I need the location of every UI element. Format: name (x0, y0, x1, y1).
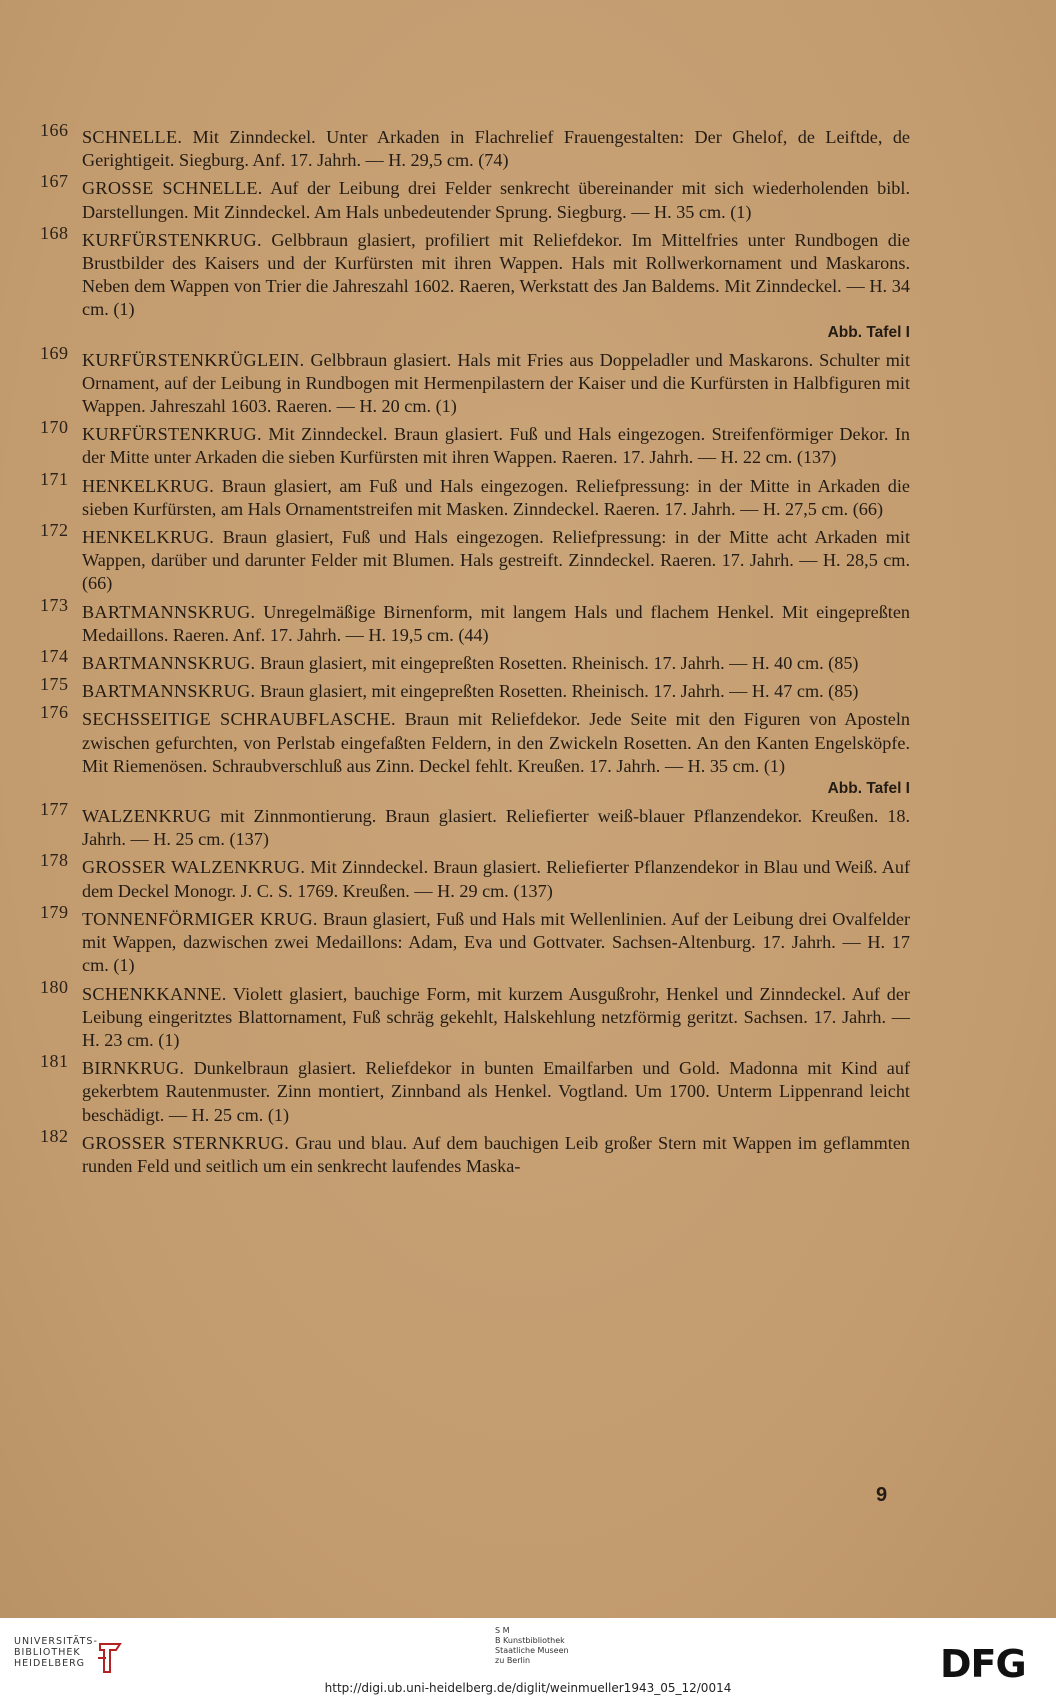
entry-title: BARTMANNSKRUG. (82, 601, 256, 622)
entry-title: KURFÜRSTENKRUG. (82, 424, 262, 445)
entry-number: 171 (40, 468, 69, 489)
uni-logo-line: HEIDELBERG (14, 1658, 86, 1669)
entry-number: 166 (40, 120, 69, 140)
catalog-entry (40, 520, 911, 596)
entry-title: KURFÜRSTENKRUG. (82, 229, 262, 250)
catalog-entry (40, 120, 911, 172)
catalog-entries (40, 120, 911, 1183)
catalog-entry (40, 468, 911, 521)
catalog-entry (40, 594, 911, 647)
catalog-entry (40, 702, 910, 800)
entry-title: WALZENKRUG (82, 806, 212, 827)
illustration-reference: Abb. Tafel I (827, 323, 910, 341)
entry-body: Mit Zinndeckel. Braun glasiert. Fuß und Hals eingezogen. Streifenförmiger Dekor. In der Mitte unter Arkaden die sieben Kurfürsten mit ihren Wappen. Raeren. 17. Jahrh. — H. 22 cm. (137) (82, 424, 911, 468)
entry-number: 173 (40, 594, 69, 615)
entry-title: SCHNELLE. (82, 127, 183, 147)
entry-number: 167 (40, 171, 69, 192)
entry-body: Gelbbraun glasiert, profiliert mit Reliefdekor. Im Mittelfries unter Rundbogen die Brustbilder des Kaisers und der Kurfürsten mit ihren Wappen. Hals mit Rollwerkornament und Maskarons. Neben dem Wappen von Trier die Jahreszahl 1602. Raeren, Werkstatt des Jan Baldems. Mit Zinndeckel. — H. 34 cm. (1) (82, 229, 911, 320)
entry-number: 172 (40, 520, 69, 541)
entry-body: Mit Zinndeckel. Braun glasiert. Reliefierter Pflanzendekor in Blau und Weiß. Auf dem Deckel Monogr. J. C. S. 1769. Kreußen. — H. 29 cm. (137) (82, 857, 911, 901)
entry-body: Braun glasiert, am Fuß und Hals eingezogen. Reliefpressung: in der Mitte in Arkaden die sieben Kurfürsten, am Hals Ornamentstreifen mit Masken. Zinndeckel. Raeren. 17. Jahrh. — H. 27,5 cm. (66) (82, 475, 911, 519)
catalog-entry (40, 417, 911, 469)
entry-title: HENKELKRUG. (82, 475, 215, 496)
entry-body: Braun glasiert, Fuß und Hals eingezogen. Reliefpressung: in der Mitte acht Arkaden mit Wappen, darüber und darunter Felder mit Blumen. Hals gestreift. Zinndeckel. Raeren. 17. Jahrh. — H. 28,5 cm. (66) (82, 527, 911, 594)
illustration-reference: Abb. Tafel I (827, 780, 910, 798)
uni-logo-line: BIBLIOTHEK (14, 1647, 81, 1658)
catalog-entry (40, 646, 910, 675)
entry-title: BARTMANNSKRUG. (82, 681, 256, 702)
entry-body: Braun glasiert, mit eingepreßten Rosetten. Rheinisch. 17. Jahrh. — H. 40 cm. (85) (259, 653, 859, 674)
stamp-line: B Kunstbibliothek (495, 1636, 565, 1645)
entry-title: GROSSER STERNKRUG. (82, 1132, 290, 1153)
uni-logo-line: UNIVERSITÄTS- (14, 1636, 98, 1647)
entry-title: BARTMANNSKRUG. (82, 653, 256, 674)
stamp-line: S M (495, 1626, 510, 1635)
catalog-entry (40, 901, 911, 978)
stamp-line: Staatliche Museen (495, 1646, 569, 1655)
entry-title: SCHENKKANNE. (82, 983, 227, 1004)
entry-title: HENKELKRUG. (82, 527, 215, 548)
entry-body: mit Zinnmontierung. Braun glasiert. Reliefierter weiß-blauer Pflanzendekor. Kreußen. 18. Jahrh. — H. 25 cm. (137) (82, 806, 911, 850)
entry-title: KURFÜRSTENKRÜGLEIN. (82, 349, 305, 370)
catalog-entry (40, 850, 911, 902)
page-number: 9 (876, 1484, 888, 1506)
entry-number: 181 (40, 1051, 69, 1072)
entry-title: TONNENFÖRMIGER KRUG. (82, 908, 318, 929)
entry-number: 169 (40, 342, 69, 363)
stamp-line: zu Berlin (495, 1656, 531, 1665)
digitization-footer (0, 1618, 1056, 1697)
entry-number: 174 (40, 646, 69, 667)
museum-stamp (495, 1626, 569, 1666)
entry-body: Mit Zinndeckel. Unter Arkaden in Flachrelief Frauengestalten: Der Ghelof, de Leiftde, de Gerightigeit. Siegburg. Anf. 17. Jahrh. — H. 29,5 cm. (74) (82, 127, 911, 171)
entry-body: Braun glasiert, mit eingepreßten Rosetten. Rheinisch. 17. Jahrh. — H. 47 cm. (85) (259, 681, 859, 702)
library-emblem-icon (96, 1640, 124, 1676)
entry-title: SECHSSEITIGE SCHRAUBFLASCHE. (82, 709, 396, 730)
catalog-entry (40, 976, 910, 1053)
entry-body: Auf der Leibung drei Felder senkrecht übereinander mit sich wiederholenden bibl. Darstellungen. Mit Zinndeckel. Am Hals unbedeutender Sprung. Siegburg. — H. 35 cm. (1) (82, 178, 910, 222)
entry-body: Gelbbraun glasiert. Hals mit Fries aus Doppeladler und Maskarons. Schulter mit Ornament, auf der Leibung in Rundbogen mit Hermenpilastern der Kaiser und die Kurfürsten in Halbfiguren mit Wappen. Jahreszahl 1603. Raeren. — H. 20 cm. (1) (82, 349, 910, 417)
catalog-entry (40, 674, 910, 703)
entry-number: 180 (40, 976, 69, 997)
entry-body: Dunkelbraun glasiert. Reliefdekor in bunten Emailfarben und Gold. Madonna mit Kind auf gekerbtem Rautenmuster. Zinn montiert, Zinnband als Henkel. Vogtland. Um 1700. Unterm Lippenrand leicht beschädigt. — H. 25 cm. (1) (82, 1058, 911, 1125)
entry-number: 170 (40, 417, 69, 438)
catalog-entry (40, 342, 910, 419)
catalog-entry (40, 799, 911, 851)
entry-body: Braun mit Reliefdekor. Jede Seite mit den Figuren von Aposteln zwischen gefurchten, von Perlstab eingefaßten Feldern, in den Zwickeln Rosetten. An den Kanten Engelsköpfe. Mit Riemenösen. Schraubverschluß aus Zinn. Deckel fehlt. Kreußen. 17. Jahrh. — H. 35 cm. (1) (82, 709, 910, 776)
dfg-logo[interactable]: DFG (940, 1642, 1026, 1686)
entry-number: 176 (40, 702, 69, 723)
entry-title: BIRNKRUG. (82, 1058, 185, 1079)
entry-number: 175 (40, 674, 69, 695)
entry-title: GROSSE SCHNELLE. (82, 178, 263, 199)
entry-number: 182 (40, 1125, 69, 1146)
entry-number: 177 (40, 799, 69, 820)
entry-body: Braun glasiert, Fuß und Hals mit Wellenlinien. Auf der Leibung drei Ovalfelder mit Wappen, dazwischen zwei Medaillons: Adam, Eva und Gottvater. Sachsen-Altenburg. 17. Jahrh. — H. 17 cm. (1) (82, 908, 911, 976)
entry-title: GROSSER WALZENKRUG. (82, 857, 306, 878)
entry-body: Unregelmäßige Birnenform, mit langem Hals und flachem Henkel. Mit eingepreßten Medaillons. Raeren. Anf. 17. Jahrh. — H. 19,5 cm. (44) (82, 601, 911, 645)
permalink-url[interactable]: http://digi.ub.uni-heidelberg.de/diglit/weinmueller1943_05_12/0014 (324, 1681, 732, 1695)
catalog-entry (40, 1051, 911, 1127)
entry-body: Grau und blau. Auf dem bauchigen Leib großer Stern mit Wappen im geflammten runden Feld und seitlich um ein senkrecht laufendes Maska- (82, 1132, 911, 1176)
entry-number: 179 (40, 901, 69, 922)
entry-number: 178 (40, 850, 69, 871)
catalog-entry (40, 1125, 911, 1178)
entry-number: 168 (40, 222, 69, 243)
entry-body: Violett glasiert, bauchige Form, mit kurzem Ausgußrohr, Henkel und Zinndeckel. Auf der Leibung eingeritztes Blattornament, Fuß schräg gekehlt, Halskehlung netzförmig geritzt. Sachsen. 17. Jahrh. — H. 23 cm. (1) (82, 983, 910, 1050)
catalog-entry (40, 222, 911, 344)
catalog-entry (40, 171, 910, 223)
